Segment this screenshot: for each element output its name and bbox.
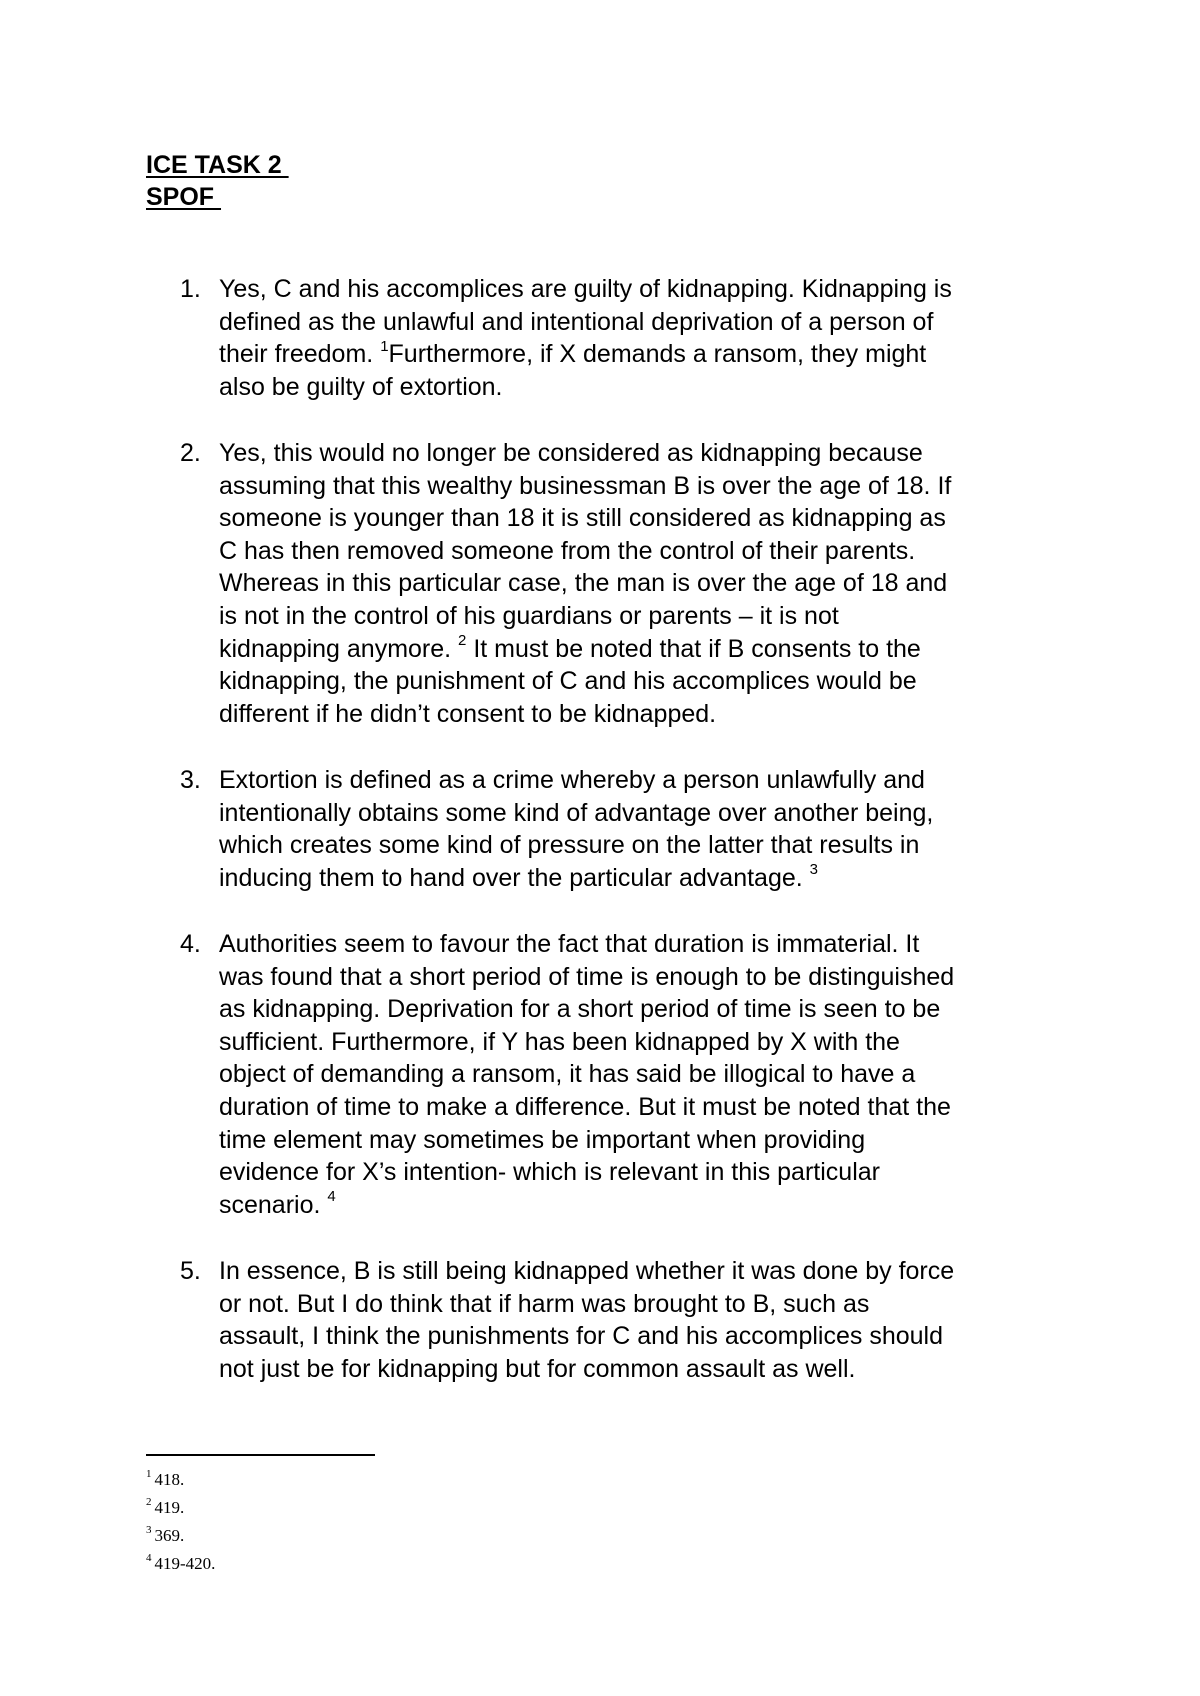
text-line: defined as the unlawful and intentional deprivation of a person of (219, 307, 934, 336)
text-line: Authorities seem to favour the fact that duration is immaterial. It (219, 930, 920, 958)
text-line: assault, I think the punishments for C and his accomplices should (219, 1322, 943, 1351)
footnote-mark: 1 (146, 1468, 152, 1481)
footnote-text: 419-420. (154, 1554, 216, 1573)
text-line: sufficient. Furthermore, if Y has been kidnapped by X with the (219, 1027, 900, 1056)
text-line: assuming that this wealthy businessman B is over the age of 18. If (219, 471, 952, 500)
footnote-mark: 4 (146, 1552, 152, 1565)
text-line: kidnapping, the punishment of C and his accomplices would be (219, 667, 917, 696)
text-segment: Furthermore, if X demands a ransom, they might (388, 340, 927, 369)
text-segment: scenario. (219, 1190, 328, 1219)
footnote-ref: 4 (327, 1188, 336, 1206)
text-line (219, 1189, 1059, 1222)
text-line: as kidnapping. Deprivation for a short period of time is seen to be (219, 995, 941, 1024)
footnotes (146, 1466, 215, 1578)
item-number: 4. (180, 930, 201, 958)
item-text (219, 1255, 1059, 1385)
text-line: which creates some kind of pressure on the latter that results in (219, 831, 920, 860)
text-segment: their freedom. (219, 340, 381, 369)
item-number: 2. (180, 439, 201, 467)
text-line (219, 633, 1059, 666)
text-line: also be guilty of extortion. (219, 372, 503, 401)
footnote-ref: 3 (809, 861, 819, 879)
text-line: different if he didn’t consent to be kidnapped. (219, 699, 717, 728)
text-line (219, 862, 1059, 895)
item-text (219, 437, 1059, 730)
text-line: Whereas in this particular case, the man is over the age of 18 and (219, 569, 948, 598)
text-line: evidence for X’s intention- which is relevant in this particular (219, 1158, 880, 1187)
text-line: Extortion is defined as a crime whereby a person unlawfully and (219, 766, 925, 794)
item-number: 1. (180, 275, 201, 303)
text-line: Yes, this would no longer be considered as kidnapping because (219, 439, 923, 467)
text-line: intentionally obtains some kind of advantage over another being, (219, 798, 934, 827)
text-segment: It must be noted that if B consents to the (466, 634, 921, 663)
footnote-3 (146, 1522, 215, 1550)
text-line: is not in the control of his guardians or parents – it is not (219, 601, 839, 630)
footnote-ref: 1 (380, 337, 389, 355)
text-line: or not. But I do think that if harm was brought to B, such as (219, 1289, 870, 1318)
text-line: object of demanding a ransom, it has said be illogical to have a (219, 1060, 916, 1089)
text-line: In essence, B is still being kidnapped whether it was done by force (219, 1257, 955, 1285)
text-line: was found that a short period of time is enough to be distinguished (219, 962, 955, 991)
footnote-2 (146, 1494, 215, 1522)
footnote-ref: 2 (458, 632, 467, 650)
text-line: Yes, C and his accomplices are guilty of kidnapping. Kidnapping is (219, 275, 952, 303)
footnote-text: 418. (154, 1470, 185, 1489)
text-line: not just be for kidnapping but for common assault as well. (219, 1354, 856, 1383)
text-line: C has then removed someone from the control of their parents. (219, 536, 916, 565)
text-line: duration of time to make a difference. But it must be noted that the (219, 1092, 951, 1121)
text-segment: kidnapping anymore. (219, 634, 459, 663)
item-number: 5. (180, 1257, 201, 1285)
footnote-text: 419. (154, 1498, 185, 1517)
footnote-4 (146, 1550, 215, 1578)
footnote-separator (146, 1454, 375, 1456)
footnote-1 (146, 1466, 215, 1494)
item-number: 3. (180, 766, 201, 794)
footnote-text: 369. (154, 1526, 185, 1545)
text-line: someone is younger than 18 it is still considered as kidnapping as (219, 504, 946, 533)
text-segment: inducing them to hand over the particular advantage. (219, 863, 810, 892)
document-title: ICE TASK 2 (146, 151, 289, 179)
item-text (219, 273, 1059, 403)
footnote-mark: 3 (146, 1524, 152, 1537)
text-line (219, 338, 1059, 371)
item-text (219, 928, 1059, 1221)
footnote-mark: 2 (146, 1496, 152, 1509)
text-line: time element may sometimes be important when providing (219, 1125, 866, 1154)
document-subtitle: SPOF (146, 183, 222, 211)
item-text (219, 764, 1059, 894)
